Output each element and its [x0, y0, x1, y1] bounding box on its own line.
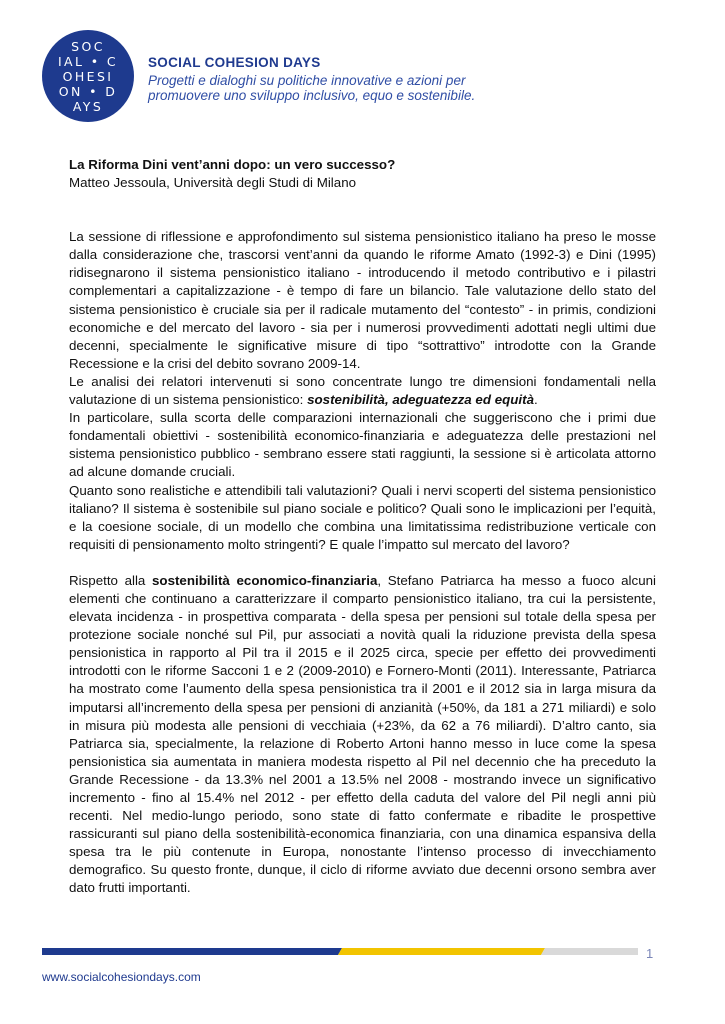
paragraph-1: La sessione di riflessione e approfondimento sul sistema pensionistico italiano ha preso le mosse dalla considerazione che, trascorsi vent’anni da quando le riforme Amato (1992-3) e Dini (1995) ridisegnarono il sistema pensionistico italiano - introducendo il metodo contributivo e i pilastri complementari a capitalizzazione - è tempo di fare un bilancio. Tale valutazione dello stato del sistema pensionistico è cruciale sia per il radicale mutamento del “contesto” - in primis, condizioni economiche e del mercato del lavoro - sia per i numerosi provvedimenti adottati negli ultimi due decenni, specialmente le significative misure di tipo “sottrattivo” introdotte con la Grande Recessione e la crisi del debito sovrano 2009-14. [69, 229, 656, 371]
logo-line: SOC [71, 38, 105, 54]
logo [42, 30, 134, 122]
footer-bar-grey [541, 948, 638, 955]
logo-line: OHESI [62, 68, 114, 84]
emphasis-sustainability: sostenibilità economico-finanziaria [152, 572, 378, 588]
paragraph-4: Quanto sono realistiche e attendibili tali valutazioni? Quali i nervi scoperti del sistema pensionistico italiano? Il sistema è sostenibile sul piano sociale e politico? Quali sono le implicazioni per l’equità, e la coesione sociale, di un modello che combina una limitatissima redistribuzione verticale con requisiti di pensionamento molto stringenti? E quale l’impatto sul mercato del lavoro? [69, 482, 656, 552]
footer-color-bar [42, 948, 638, 955]
paragraph-5: Rispetto alla sostenibilità economico-finanziaria, Stefano Patriarca ha messo a fuoco alcuni elementi che continuano a caratterizzare il comparto pensionistico italiano, tra cui la persistente, elevata incidenza - in prospettiva comparata - della spesa per pensioni sul totale della spesa per protezione sociale nonché sul Pil, pur associati a novità quali la riduzione prevista della spesa pensionistica in rapporto al Pil tra il 2015 e il 2025 circa, specie per effetto dei provvedimenti introdotti con le riforme Sacconi 1 e 2 (2009-2010) e Fornero-Monti (2011). Interessante, Patriarca ha mostrato come l’aumento della spesa pensionistica tra il 2001 e il 2012 sia in larga misura da imputarsi all’incremento della spesa per pensioni di anzianità (+50%, da 181 a 271 miliardi) e solo in misura più modesta alle pensioni di vecchiaia (+23%, da 62 a 76 miliardi). D’altro canto, sia Patriarca sia, specialmente, la relazione di Roberto Artoni hanno messo in luce come la spesa pensionistica sia aumentata in maniera modesta rispetto al Pil nel decennio che ha preceduto la Grande Recessione - da 13.3% nel 2001 a 13.5% nel 2008 - mostrando invece un significativo incremento - fino al 15.4% nel 2012 - per effetto della caduta del valore del Pil negli anni più recenti. Nel medio-lungo periodo, sono state di fatto confermate e ribadite le prospettive rassicuranti sul piano della sostenibilità-economica finanziaria, con una dinamica espansiva della spesa tra le più contenute in Europa, nonostante l’intenso processo di invecchiamento demografico. Su questo fronte, dunque, il ciclo di riforme avviato due decenni orsono sembra aver dato frutti importanti. [69, 572, 656, 896]
footer-bar-blue [42, 948, 342, 955]
logo-line: AYS [72, 98, 104, 114]
document-title: La Riforma Dini vent’anni dopo: un vero successo? [69, 157, 396, 172]
brand-header [148, 55, 475, 103]
document-body [69, 156, 656, 898]
brand-subtitle-line1: Progetti e dialoghi su politiche innovative e azioni per [148, 73, 466, 88]
footer-url[interactable]: www.socialcohesiondays.com [42, 970, 201, 984]
brand-title: SOCIAL COHESION DAYS [148, 55, 321, 70]
logo-line: ON • D [58, 83, 118, 99]
emphasis-dimensions: sostenibilità, adeguatezza ed equità [307, 392, 535, 408]
paragraph-3: In particolare, sulla scorta delle comparazioni internazionali che suggeriscono che i primi due fondamentali obiettivi - sostenibilità economico-finanziaria e adeguatezza delle prestazioni nel sistema pensionistico pubblico - sembrano essere stati raggiunti, la sessione si è articolata attorno ad alcune domande cruciali. [69, 410, 656, 480]
logo-line: IAL • C [57, 53, 119, 69]
brand-subtitle-line2: promuovere uno sviluppo inclusivo, equo e sostenibile. [148, 88, 476, 103]
paragraph-2: Le analisi dei relatori intervenuti si sono concentrate lungo tre dimensioni fondamentali nella valutazione di un sistema pensionistico: sostenibilità, adeguatezza ed equità. [69, 373, 656, 408]
page-number: 1 [646, 946, 654, 961]
document-author: Matteo Jessoula, Università degli Studi di Milano [69, 175, 357, 191]
footer-bar-yellow [338, 948, 545, 955]
